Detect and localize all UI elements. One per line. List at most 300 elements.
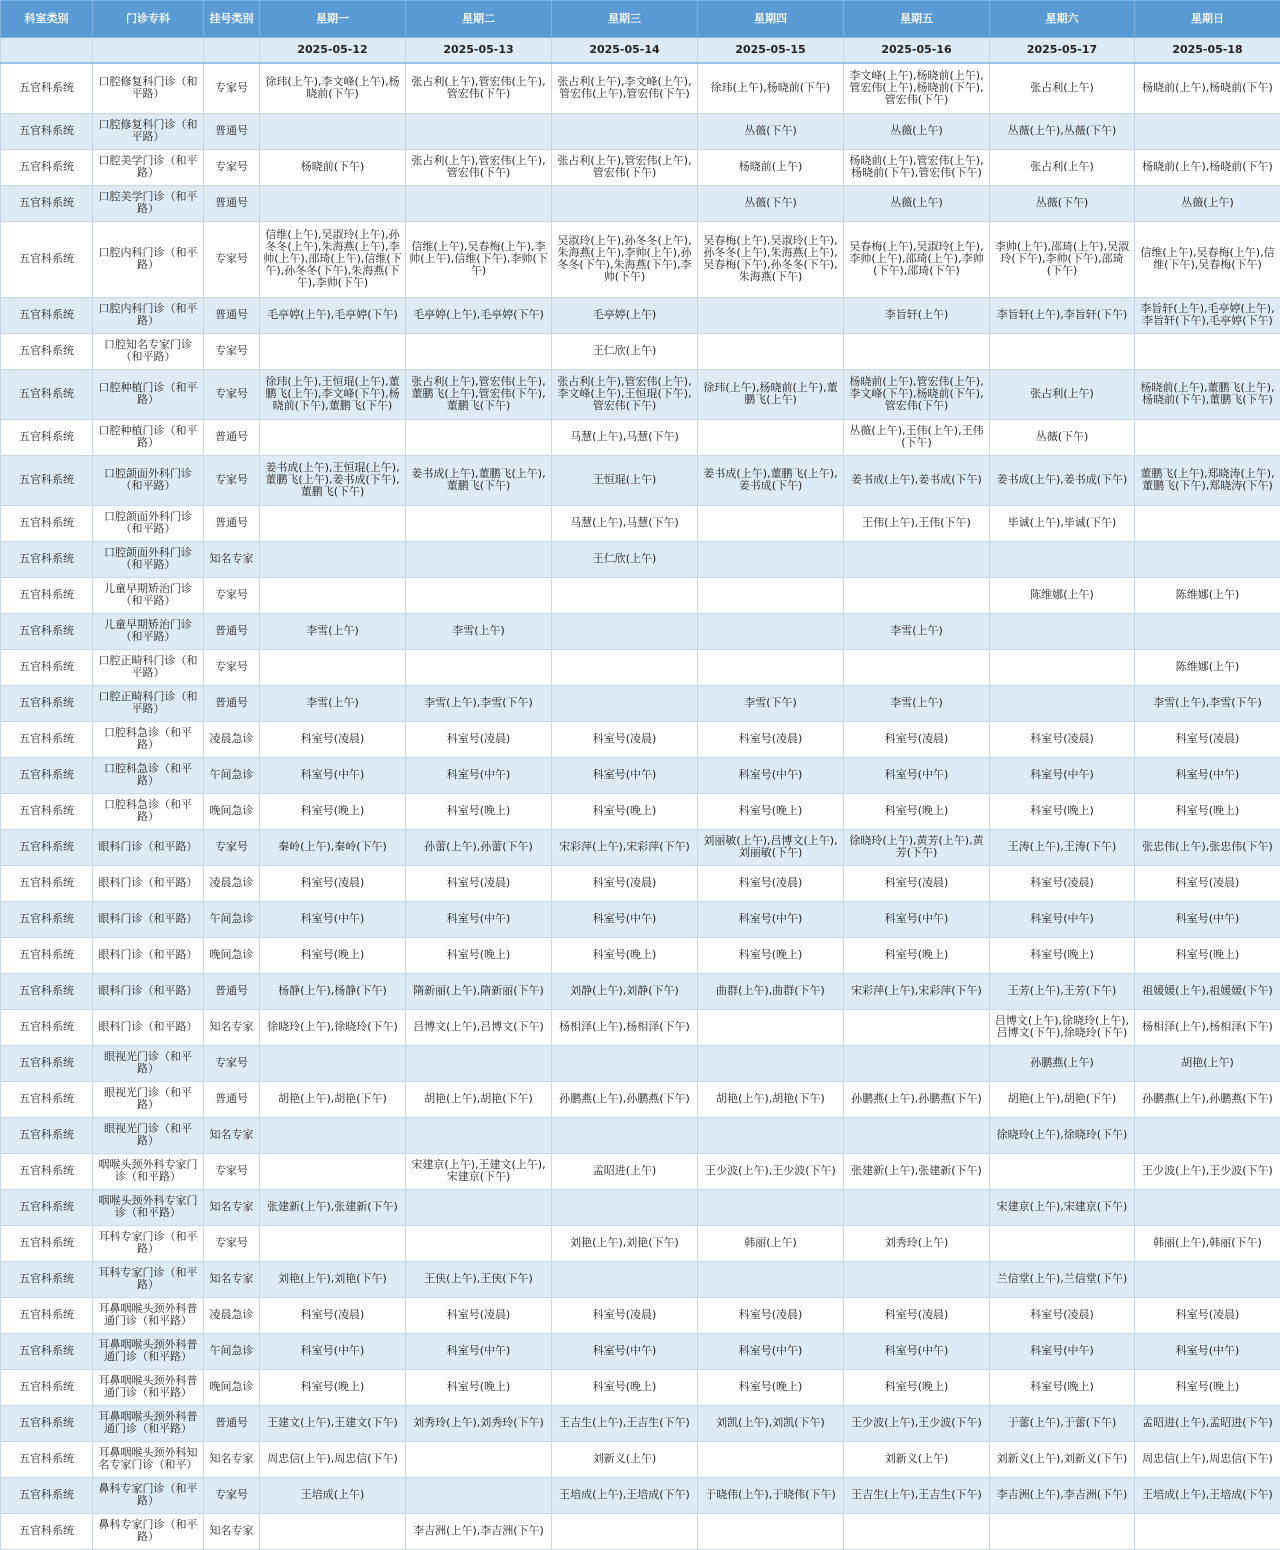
wednesday-cell: 张占利(上午),李文峰(上午),管宏伟(上午),管宏伟(下午) xyxy=(552,63,698,113)
table-row xyxy=(1,973,1280,1009)
wednesday-cell: 吴淑玲(上午),孙冬冬(上午),朱海燕(上午),李帅(上午),孙冬冬(下午),朱海燕(下午),李帅(下午) xyxy=(552,221,698,297)
table-row xyxy=(1,297,1280,333)
sunday-cell xyxy=(1135,1189,1280,1225)
monday-cell: 徐玮(上午),李文峰(上午),杨晓前(下午) xyxy=(260,63,406,113)
clinic-cell: 耳鼻咽喉头颈外科普通门诊（和平路） xyxy=(93,1297,204,1333)
friday-cell xyxy=(844,1513,990,1549)
date-row xyxy=(1,38,1280,64)
thursday-cell: 科室号(中午) xyxy=(698,757,844,793)
saturday-cell: 张占利(上午) xyxy=(990,149,1135,185)
table-row xyxy=(1,757,1280,793)
thursday-cell: 韩丽(上午) xyxy=(698,1225,844,1261)
monday-cell xyxy=(260,541,406,577)
col-header-sunday: 星期日 xyxy=(1135,1,1280,38)
tuesday-cell xyxy=(406,113,552,149)
monday-cell: 科室号(晚上) xyxy=(260,937,406,973)
registration-type-cell: 专家号 xyxy=(204,333,260,369)
table-row xyxy=(1,1405,1280,1441)
friday-cell xyxy=(844,1117,990,1153)
table-row xyxy=(1,185,1280,221)
clinic-cell: 儿童早期矫治门诊（和平路） xyxy=(93,577,204,613)
friday-cell: 宋彩萍(上午),宋彩萍(下午) xyxy=(844,973,990,1009)
clinic-cell: 儿童早期矫治门诊（和平路） xyxy=(93,613,204,649)
sunday-cell: 韩丽(上午),韩丽(下午) xyxy=(1135,1225,1280,1261)
sunday-cell: 信维(上午),吴春梅(上午),信维(下午),吴春梅(下午) xyxy=(1135,221,1280,297)
monday-cell xyxy=(260,505,406,541)
clinic-cell: 眼科门诊（和平路） xyxy=(93,937,204,973)
registration-type-cell: 知名专家 xyxy=(204,1261,260,1297)
registration-type-cell: 知名专家 xyxy=(204,1009,260,1045)
department-cell: 五官科系统 xyxy=(1,63,93,113)
sunday-cell: 丛薇(上午) xyxy=(1135,185,1280,221)
registration-type-cell: 午间急诊 xyxy=(204,1333,260,1369)
thursday-cell: 胡艳(上午),胡艳(下午) xyxy=(698,1081,844,1117)
monday-cell: 张建新(上午),张建新(下午) xyxy=(260,1189,406,1225)
friday-cell: 吴春梅(上午),吴淑玲(上午),李帅(上午),邵琦(上午),李帅(下午),邵琦(下午) xyxy=(844,221,990,297)
clinic-cell: 口腔修复科门诊（和平路） xyxy=(93,113,204,149)
sunday-cell: 科室号(晚上) xyxy=(1135,793,1280,829)
sunday-cell: 科室号(凌晨) xyxy=(1135,865,1280,901)
registration-type-cell: 晚间急诊 xyxy=(204,793,260,829)
friday-cell: 王少波(上午),王少波(下午) xyxy=(844,1405,990,1441)
registration-type-cell: 专家号 xyxy=(204,1045,260,1081)
monday-cell xyxy=(260,1513,406,1549)
sunday-cell: 王少波(上午),王少波(下午) xyxy=(1135,1153,1280,1189)
col-header-saturday: 星期六 xyxy=(990,1,1135,38)
wednesday-cell: 科室号(凌晨) xyxy=(552,721,698,757)
clinic-cell: 眼科门诊（和平路） xyxy=(93,829,204,865)
tuesday-cell xyxy=(406,1477,552,1513)
sunday-cell xyxy=(1135,1117,1280,1153)
saturday-cell xyxy=(990,649,1135,685)
saturday-cell: 张占利(上午) xyxy=(990,63,1135,113)
sunday-cell: 科室号(中午) xyxy=(1135,1333,1280,1369)
friday-cell xyxy=(844,1189,990,1225)
table-row xyxy=(1,685,1280,721)
sunday-cell: 杨晓前(上午),杨晓前(下午) xyxy=(1135,149,1280,185)
saturday-cell: 王涛(上午),王涛(下午) xyxy=(990,829,1135,865)
friday-cell: 刘秀玲(上午) xyxy=(844,1225,990,1261)
monday-cell xyxy=(260,1153,406,1189)
registration-type-cell: 午间急诊 xyxy=(204,757,260,793)
saturday-cell: 于蕾(上午),于蕾(下午) xyxy=(990,1405,1135,1441)
saturday-cell: 科室号(凌晨) xyxy=(990,1297,1135,1333)
date-cell: 2025-05-14 xyxy=(552,38,698,64)
tuesday-cell xyxy=(406,1441,552,1477)
wednesday-cell: 刘艳(上午),刘艳(下午) xyxy=(552,1225,698,1261)
thursday-cell: 曲群(上午),曲群(下午) xyxy=(698,973,844,1009)
monday-cell: 科室号(中午) xyxy=(260,901,406,937)
table-row xyxy=(1,901,1280,937)
tuesday-cell: 张占利(上午),管宏伟(上午),管宏伟(下午) xyxy=(406,63,552,113)
wednesday-cell: 科室号(中午) xyxy=(552,901,698,937)
saturday-cell: 科室号(凌晨) xyxy=(990,865,1135,901)
monday-cell xyxy=(260,185,406,221)
department-cell: 五官科系统 xyxy=(1,1081,93,1117)
wednesday-cell: 科室号(中午) xyxy=(552,1333,698,1369)
table-row xyxy=(1,1333,1280,1369)
tuesday-cell xyxy=(406,541,552,577)
sunday-cell xyxy=(1135,113,1280,149)
wednesday-cell: 孙鹏燕(上午),孙鹏燕(下午) xyxy=(552,1081,698,1117)
department-cell: 五官科系统 xyxy=(1,369,93,419)
thursday-cell: 丛薇(下午) xyxy=(698,113,844,149)
sunday-cell xyxy=(1135,419,1280,455)
tuesday-cell xyxy=(406,333,552,369)
registration-type-cell: 专家号 xyxy=(204,577,260,613)
department-cell: 五官科系统 xyxy=(1,185,93,221)
tuesday-cell: 科室号(晚上) xyxy=(406,937,552,973)
saturday-cell xyxy=(990,613,1135,649)
department-cell: 五官科系统 xyxy=(1,1009,93,1045)
monday-cell: 毛亭婷(上午),毛亭婷(下午) xyxy=(260,297,406,333)
tuesday-cell: 科室号(中午) xyxy=(406,1333,552,1369)
col-header-wednesday: 星期三 xyxy=(552,1,698,38)
tuesday-cell: 隋新丽(上午),隋新丽(下午) xyxy=(406,973,552,1009)
table-row xyxy=(1,369,1280,419)
monday-cell: 科室号(晚上) xyxy=(260,793,406,829)
monday-cell xyxy=(260,113,406,149)
registration-type-cell: 专家号 xyxy=(204,829,260,865)
table-row xyxy=(1,1297,1280,1333)
sunday-cell xyxy=(1135,505,1280,541)
friday-cell: 孙鹏燕(上午),孙鹏燕(下午) xyxy=(844,1081,990,1117)
table-row xyxy=(1,1117,1280,1153)
monday-cell xyxy=(260,1117,406,1153)
sunday-cell: 杨晓前(上午),杨晓前(下午) xyxy=(1135,63,1280,113)
sunday-cell: 陈维娜(上午) xyxy=(1135,649,1280,685)
registration-type-cell: 普通号 xyxy=(204,973,260,1009)
tuesday-cell xyxy=(406,577,552,613)
tuesday-cell: 张占利(上午),管宏伟(上午),管宏伟(下午) xyxy=(406,149,552,185)
monday-cell: 周忠信(上午),周忠信(下午) xyxy=(260,1441,406,1477)
department-cell: 五官科系统 xyxy=(1,541,93,577)
date-cell xyxy=(204,38,260,64)
clinic-cell: 口腔知名专家门诊（和平路） xyxy=(93,333,204,369)
thursday-cell xyxy=(698,505,844,541)
sunday-cell: 祖媛媛(上午),祖媛媛(下午) xyxy=(1135,973,1280,1009)
table-row xyxy=(1,1081,1280,1117)
wednesday-cell xyxy=(552,577,698,613)
tuesday-cell: 张占利(上午),管宏伟(上午),董鹏飞(上午),管宏伟(下午),董鹏飞(下午) xyxy=(406,369,552,419)
sunday-cell: 李旨轩(上午),毛亭婷(上午),李旨轩(下午),毛亭婷(下午) xyxy=(1135,297,1280,333)
registration-type-cell: 普通号 xyxy=(204,505,260,541)
saturday-cell xyxy=(990,685,1135,721)
wednesday-cell xyxy=(552,185,698,221)
sunday-cell: 科室号(晚上) xyxy=(1135,1369,1280,1405)
saturday-cell: 刘新义(上午),刘新义(下午) xyxy=(990,1441,1135,1477)
table-row xyxy=(1,1477,1280,1513)
clinic-cell: 眼视光门诊（和平路） xyxy=(93,1045,204,1081)
department-cell: 五官科系统 xyxy=(1,113,93,149)
monday-cell: 科室号(凌晨) xyxy=(260,865,406,901)
table-row xyxy=(1,1045,1280,1081)
tuesday-cell xyxy=(406,1189,552,1225)
saturday-cell xyxy=(990,333,1135,369)
monday-cell: 科室号(凌晨) xyxy=(260,1297,406,1333)
friday-cell xyxy=(844,649,990,685)
thursday-cell: 丛薇(下午) xyxy=(698,185,844,221)
friday-cell xyxy=(844,1009,990,1045)
friday-cell: 姜书成(上午),姜书成(下午) xyxy=(844,455,990,505)
clinic-cell: 口腔内科门诊（和平路） xyxy=(93,297,204,333)
table-row xyxy=(1,1009,1280,1045)
registration-type-cell: 知名专家 xyxy=(204,1441,260,1477)
friday-cell: 丛薇(上午) xyxy=(844,113,990,149)
wednesday-cell: 刘新义(上午) xyxy=(552,1441,698,1477)
monday-cell: 科室号(晚上) xyxy=(260,1369,406,1405)
friday-cell: 李雪(上午) xyxy=(844,613,990,649)
clinic-cell: 眼科门诊（和平路） xyxy=(93,973,204,1009)
friday-cell: 李文峰(上午),杨晓前(上午),管宏伟(上午),杨晓前(下午),管宏伟(下午) xyxy=(844,63,990,113)
monday-cell: 杨静(上午),杨静(下午) xyxy=(260,973,406,1009)
sunday-cell xyxy=(1135,541,1280,577)
clinic-cell: 眼科门诊（和平路） xyxy=(93,1009,204,1045)
clinic-cell: 耳鼻咽喉头颈外科普通门诊（和平路） xyxy=(93,1369,204,1405)
thursday-cell: 科室号(凌晨) xyxy=(698,1297,844,1333)
wednesday-cell xyxy=(552,613,698,649)
tuesday-cell xyxy=(406,1225,552,1261)
tuesday-cell: 吕博文(上午),吕博文(下午) xyxy=(406,1009,552,1045)
friday-cell: 徐晓玲(上午),黄芳(上午),黄芳(下午) xyxy=(844,829,990,865)
thursday-cell xyxy=(698,333,844,369)
sunday-cell: 张忠伟(上午),张忠伟(下午) xyxy=(1135,829,1280,865)
tuesday-cell: 科室号(中午) xyxy=(406,901,552,937)
wednesday-cell xyxy=(552,1261,698,1297)
department-cell: 五官科系统 xyxy=(1,297,93,333)
tuesday-cell: 王侠(上午),王侠(下午) xyxy=(406,1261,552,1297)
friday-cell xyxy=(844,1045,990,1081)
registration-type-cell: 普通号 xyxy=(204,113,260,149)
date-cell xyxy=(1,38,93,64)
tuesday-cell: 科室号(中午) xyxy=(406,757,552,793)
table-row xyxy=(1,1261,1280,1297)
wednesday-cell xyxy=(552,1513,698,1549)
department-cell: 五官科系统 xyxy=(1,221,93,297)
wednesday-cell xyxy=(552,649,698,685)
registration-type-cell: 晚间急诊 xyxy=(204,1369,260,1405)
saturday-cell: 孙鹏燕(上午) xyxy=(990,1045,1135,1081)
clinic-cell: 口腔科急诊（和平路） xyxy=(93,721,204,757)
department-cell: 五官科系统 xyxy=(1,1045,93,1081)
friday-cell: 科室号(晚上) xyxy=(844,937,990,973)
registration-type-cell: 凌晨急诊 xyxy=(204,1297,260,1333)
wednesday-cell: 王吉生(上午),王吉生(下午) xyxy=(552,1405,698,1441)
thursday-cell xyxy=(698,419,844,455)
sunday-cell: 杨相泽(上午),杨相泽(下午) xyxy=(1135,1009,1280,1045)
tuesday-cell xyxy=(406,1117,552,1153)
saturday-cell xyxy=(990,1153,1135,1189)
registration-type-cell: 普通号 xyxy=(204,1081,260,1117)
wednesday-cell: 科室号(晚上) xyxy=(552,937,698,973)
monday-cell: 科室号(中午) xyxy=(260,1333,406,1369)
department-cell: 五官科系统 xyxy=(1,1261,93,1297)
col-header-friday: 星期五 xyxy=(844,1,990,38)
department-cell: 五官科系统 xyxy=(1,937,93,973)
sunday-cell: 科室号(凌晨) xyxy=(1135,1297,1280,1333)
tuesday-cell xyxy=(406,1045,552,1081)
department-cell: 五官科系统 xyxy=(1,1225,93,1261)
wednesday-cell xyxy=(552,685,698,721)
wednesday-cell: 马慧(上午),马慧(下午) xyxy=(552,505,698,541)
department-cell: 五官科系统 xyxy=(1,1441,93,1477)
registration-type-cell: 晚间急诊 xyxy=(204,937,260,973)
col-header-department: 科室类别 xyxy=(1,1,93,38)
table-row xyxy=(1,829,1280,865)
sunday-cell: 周忠信(上午),周忠信(下午) xyxy=(1135,1441,1280,1477)
thursday-cell: 科室号(凌晨) xyxy=(698,865,844,901)
registration-type-cell: 专家号 xyxy=(204,369,260,419)
sunday-cell: 孟昭进(上午),孟昭进(下午) xyxy=(1135,1405,1280,1441)
thursday-cell: 科室号(中午) xyxy=(698,1333,844,1369)
department-cell: 五官科系统 xyxy=(1,613,93,649)
monday-cell: 李雪(上午) xyxy=(260,613,406,649)
saturday-cell: 科室号(凌晨) xyxy=(990,721,1135,757)
clinic-cell: 口腔修复科门诊（和平路） xyxy=(93,63,204,113)
thursday-cell: 科室号(晚上) xyxy=(698,1369,844,1405)
friday-cell xyxy=(844,333,990,369)
date-cell: 2025-05-12 xyxy=(260,38,406,64)
department-cell: 五官科系统 xyxy=(1,1477,93,1513)
wednesday-cell: 王恒琨(上午) xyxy=(552,455,698,505)
wednesday-cell: 科室号(凌晨) xyxy=(552,865,698,901)
registration-type-cell: 知名专家 xyxy=(204,1513,260,1549)
department-cell: 五官科系统 xyxy=(1,901,93,937)
monday-cell: 徐晓玲(上午),徐晓玲(下午) xyxy=(260,1009,406,1045)
sunday-cell: 陈维娜(上午) xyxy=(1135,577,1280,613)
friday-cell: 科室号(凌晨) xyxy=(844,1297,990,1333)
saturday-cell xyxy=(990,1513,1135,1549)
clinic-cell: 眼科门诊（和平路） xyxy=(93,901,204,937)
wednesday-cell xyxy=(552,1189,698,1225)
thursday-cell xyxy=(698,649,844,685)
registration-type-cell: 专家号 xyxy=(204,1225,260,1261)
thursday-cell: 吴春梅(上午),吴淑玲(上午),孙冬冬(上午),朱海燕(上午),吴春梅(下午),孙冬冬(下午),朱海燕(下午) xyxy=(698,221,844,297)
thursday-cell: 于晓伟(上午),于晓伟(下午) xyxy=(698,1477,844,1513)
registration-type-cell: 凌晨急诊 xyxy=(204,721,260,757)
department-cell: 五官科系统 xyxy=(1,865,93,901)
saturday-cell: 宋建京(上午),宋建京(下午) xyxy=(990,1189,1135,1225)
department-cell: 五官科系统 xyxy=(1,455,93,505)
friday-cell: 科室号(凌晨) xyxy=(844,721,990,757)
thursday-cell: 刘凯(上午),刘凯(下午) xyxy=(698,1405,844,1441)
friday-cell: 科室号(中午) xyxy=(844,1333,990,1369)
sunday-cell: 科室号(中午) xyxy=(1135,901,1280,937)
wednesday-cell: 孟昭进(上午) xyxy=(552,1153,698,1189)
clinic-cell: 口腔颌面外科门诊（和平路） xyxy=(93,541,204,577)
saturday-cell: 胡艳(上午),胡艳(下午) xyxy=(990,1081,1135,1117)
saturday-cell: 陈维娜(上午) xyxy=(990,577,1135,613)
thursday-cell: 李雪(下午) xyxy=(698,685,844,721)
saturday-cell: 李吉洲(上午),李吉洲(下午) xyxy=(990,1477,1135,1513)
table-row xyxy=(1,721,1280,757)
department-cell: 五官科系统 xyxy=(1,1189,93,1225)
thursday-cell: 徐玮(上午),杨晓前(下午) xyxy=(698,63,844,113)
clinic-cell: 口腔美学门诊（和平路） xyxy=(93,149,204,185)
wednesday-cell: 张占利(上午),管宏伟(上午),李文峰(上午),王恒琨(下午),管宏伟(下午) xyxy=(552,369,698,419)
thursday-cell xyxy=(698,1045,844,1081)
registration-type-cell: 专家号 xyxy=(204,1153,260,1189)
tuesday-cell: 信维(上午),吴春梅(上午),李帅(上午),信维(下午),李帅(下午) xyxy=(406,221,552,297)
friday-cell: 科室号(凌晨) xyxy=(844,865,990,901)
tuesday-cell: 胡艳(上午),胡艳(下午) xyxy=(406,1081,552,1117)
saturday-cell: 科室号(中午) xyxy=(990,901,1135,937)
tuesday-cell: 李吉洲(上午),李吉洲(下午) xyxy=(406,1513,552,1549)
thursday-cell: 科室号(中午) xyxy=(698,901,844,937)
saturday-cell xyxy=(990,1225,1135,1261)
table-row xyxy=(1,613,1280,649)
col-header-registration-type: 挂号类别 xyxy=(204,1,260,38)
table-row xyxy=(1,1153,1280,1189)
tuesday-cell: 刘秀玲(上午),刘秀玲(下午) xyxy=(406,1405,552,1441)
clinic-cell: 口腔正畸科门诊（和平路） xyxy=(93,685,204,721)
clinic-cell: 耳科专家门诊（和平路） xyxy=(93,1225,204,1261)
monday-cell: 胡艳(上午),胡艳(下午) xyxy=(260,1081,406,1117)
clinic-cell: 咽喉头颈外科专家门诊（和平路） xyxy=(93,1153,204,1189)
clinic-cell: 口腔内科门诊（和平路） xyxy=(93,221,204,297)
friday-cell: 李旨轩(上午) xyxy=(844,297,990,333)
department-cell: 五官科系统 xyxy=(1,721,93,757)
friday-cell xyxy=(844,541,990,577)
sunday-cell: 李雪(上午),李雪(下午) xyxy=(1135,685,1280,721)
tuesday-cell: 孙蕾(上午),孙蕾(下午) xyxy=(406,829,552,865)
monday-cell: 李雪(上午) xyxy=(260,685,406,721)
registration-type-cell: 普通号 xyxy=(204,297,260,333)
sunday-cell xyxy=(1135,613,1280,649)
tuesday-cell: 李雪(上午),李雪(下午) xyxy=(406,685,552,721)
clinic-cell: 口腔美学门诊（和平路） xyxy=(93,185,204,221)
table-row xyxy=(1,221,1280,297)
table-row xyxy=(1,113,1280,149)
saturday-cell: 兰信堂(上午),兰信堂(下午) xyxy=(990,1261,1135,1297)
friday-cell: 杨晓前(上午),管宏伟(上午),李文峰(下午),杨晓前(下午),管宏伟(下午) xyxy=(844,369,990,419)
sunday-cell: 科室号(晚上) xyxy=(1135,937,1280,973)
tuesday-cell: 科室号(凌晨) xyxy=(406,1297,552,1333)
tuesday-cell: 姜书成(上午),董鹏飞(上午),董鹏飞(下午) xyxy=(406,455,552,505)
saturday-cell: 科室号(中午) xyxy=(990,1333,1135,1369)
monday-cell xyxy=(260,1225,406,1261)
clinic-cell: 眼视光门诊（和平路） xyxy=(93,1081,204,1117)
thursday-cell: 科室号(凌晨) xyxy=(698,721,844,757)
thursday-cell xyxy=(698,1009,844,1045)
monday-cell: 徐玮(上午),王恒琨(上午),董鹏飞(上午),李文峰(下午),杨晓前(下午),董鹏飞(下午) xyxy=(260,369,406,419)
registration-type-cell: 普通号 xyxy=(204,685,260,721)
table-row xyxy=(1,865,1280,901)
clinic-cell: 耳鼻咽喉头颈外科普通门诊（和平路） xyxy=(93,1405,204,1441)
friday-cell: 张建新(上午),张建新(下午) xyxy=(844,1153,990,1189)
department-cell: 五官科系统 xyxy=(1,1405,93,1441)
sunday-cell xyxy=(1135,1261,1280,1297)
wednesday-cell: 毛亭婷(上午) xyxy=(552,297,698,333)
clinic-cell: 口腔种植门诊（和平路） xyxy=(93,419,204,455)
table-row xyxy=(1,1369,1280,1405)
thursday-cell xyxy=(698,613,844,649)
table-row xyxy=(1,505,1280,541)
monday-cell: 科室号(中午) xyxy=(260,757,406,793)
monday-cell xyxy=(260,649,406,685)
wednesday-cell: 杨相泽(上午),杨相泽(下午) xyxy=(552,1009,698,1045)
clinic-cell: 耳科专家门诊（和平路） xyxy=(93,1261,204,1297)
saturday-cell: 科室号(中午) xyxy=(990,757,1135,793)
sunday-cell: 胡艳(上午) xyxy=(1135,1045,1280,1081)
registration-type-cell: 普通号 xyxy=(204,613,260,649)
friday-cell: 科室号(晚上) xyxy=(844,1369,990,1405)
saturday-cell: 丛薇(上午),丛薇(下午) xyxy=(990,113,1135,149)
thursday-cell xyxy=(698,577,844,613)
clinic-cell: 耳鼻咽喉头颈外科普通门诊（和平路） xyxy=(93,1333,204,1369)
monday-cell xyxy=(260,1045,406,1081)
tuesday-cell: 科室号(晚上) xyxy=(406,1369,552,1405)
